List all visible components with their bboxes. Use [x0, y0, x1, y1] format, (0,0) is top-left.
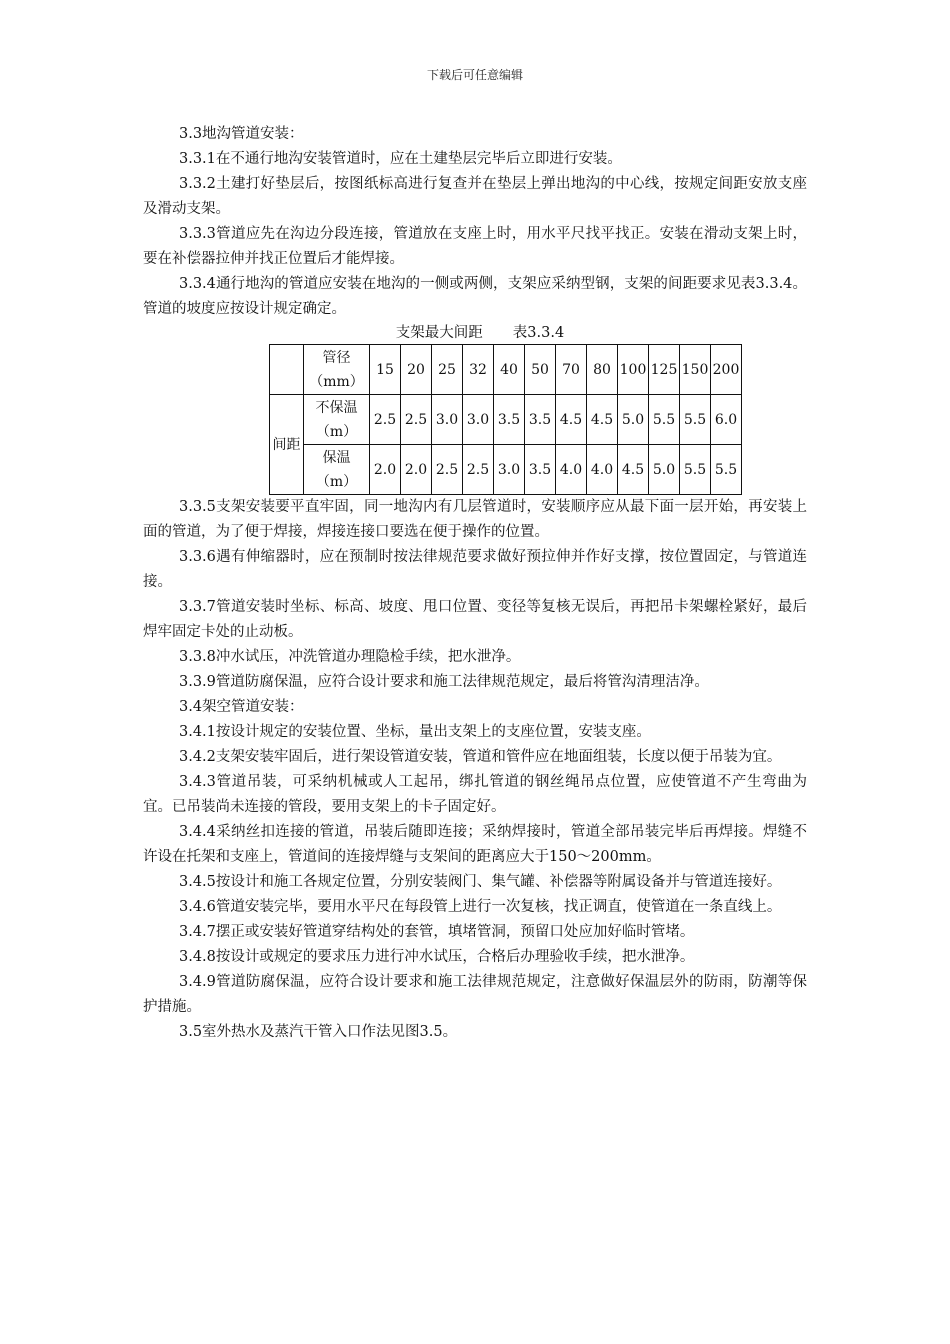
uninsulated-value-cell: 2.5 [370, 395, 401, 445]
paragraph-3-4-9: 3.4.9管道防腐保温，应符合设计要求和施工法律规范规定，注意做好保温层外的防雨，防潮等保护措施。 [143, 974, 807, 1015]
table-caption [143, 322, 807, 344]
diameter-label: 管径 [322, 349, 351, 366]
diameter-cell: 15 [370, 345, 401, 395]
uninsulated-value-cell: 3.0 [432, 395, 463, 445]
table-row-insulated [270, 445, 742, 495]
table-row-uninsulated [270, 395, 742, 445]
uninsulated-value-cell: 5.5 [680, 395, 711, 445]
insulated-label: 保温 [322, 449, 351, 466]
diameter-cell: 25 [432, 345, 463, 395]
insulated-value-cell: 5.5 [680, 445, 711, 495]
insulated-value-cell: 4.0 [556, 445, 587, 495]
paragraph-3-4-3: 3.4.3管道吊装，可采纳机械或人工起吊，绑扎管道的钢丝绳吊点位置，应使管道不产生弯曲为宜。已吊装尚未连接的管段，要用支架上的卡子固定好。 [143, 774, 807, 815]
document-body [143, 122, 807, 1045]
paragraph-3-3-4: 3.3.4通行地沟的管道应安装在地沟的一侧或两侧，支架应采纳型钢，支架的间距要求见表3.3.4。管道的坡度应按设计规定确定。 [143, 276, 807, 317]
diameter-cell: 20 [401, 345, 432, 395]
uninsulated-value-cell: 4.5 [587, 395, 618, 445]
blank-corner-cell [270, 345, 304, 395]
insulated-label-cell [304, 445, 370, 495]
uninsulated-unit: （m） [315, 423, 358, 440]
diameter-cell: 32 [463, 345, 494, 395]
insulated-value-cell: 4.5 [618, 445, 649, 495]
diameter-cell: 80 [587, 345, 618, 395]
diameter-cell: 40 [494, 345, 525, 395]
insulated-value-cell: 3.0 [494, 445, 525, 495]
paragraph-3-3-7: 3.3.7管道安装时坐标、标高、坡度、甩口位置、变径等复核无误后，再把吊卡架螺栓紧好，最后焊牢固定卡处的止动板。 [143, 599, 807, 640]
paragraph-3-4-8: 3.4.8按设计或规定的要求压力进行冲水试压，合格后办理验收手续，把水泄净。 [179, 949, 695, 965]
paragraph-3-3-5: 3.3.5支架安装要平直牢固，同一地沟内有几层管道时，安装顺序应从最下面一层开始，再安装上面的管道，为了便于焊接，焊接连接口要选在便于操作的位置。 [143, 499, 807, 540]
diameter-cell: 200 [711, 345, 742, 395]
section-heading-3-4: 3.4架空管道安装： [179, 699, 304, 715]
uninsulated-label-cell [304, 395, 370, 445]
paragraph-3-3-1: 3.3.1在不通行地沟安装管道时，应在土建垫层完毕后立即进行安装。 [179, 151, 622, 167]
paragraph-3-4-6: 3.4.6管道安装完毕，要用水平尺在每段管上进行一次复核，找正调直，使管道在一条直线上。 [179, 899, 782, 915]
insulated-value-cell: 2.5 [463, 445, 494, 495]
insulated-value-cell: 2.5 [432, 445, 463, 495]
paragraph-3-3-3: 3.3.3管道应先在沟边分段连接，管道放在支座上时，用水平尺找平找正。安装在滑动支架上时，要在补偿器拉伸并找正位置后才能焊接。 [143, 226, 807, 267]
uninsulated-value-cell: 3.5 [494, 395, 525, 445]
uninsulated-value-cell: 6.0 [711, 395, 742, 445]
page-header: 下载后可任意编辑 [426, 68, 523, 82]
support-spacing-table [269, 344, 742, 495]
insulated-value-cell: 2.0 [370, 445, 401, 495]
insulated-value-cell: 5.5 [711, 445, 742, 495]
paragraph-3-4-4: 3.4.4采纳丝扣连接的管道，吊装后随即连接；采纳焊接时，管道全部吊装完毕后再焊接。焊缝不许设在托架和支座上，管道间的连接焊缝与支架间的距离应大于150～200mm。 [143, 824, 807, 865]
table-caption-title: 支架最大间距 [395, 325, 483, 341]
paragraph-3-4-1: 3.4.1按设计规定的安装位置、坐标，量出支架上的支座位置，安装支座。 [179, 724, 651, 740]
paragraph-3-3-9: 3.3.9管道防腐保温，应符合设计要求和施工法律规范规定，最后将管沟清理洁净。 [179, 674, 709, 690]
paragraph-3-4-5: 3.4.5按设计和施工各规定位置，分别安装阀门、集气罐、补偿器等附属设备并与管道连接好。 [179, 874, 782, 890]
uninsulated-value-cell: 3.5 [525, 395, 556, 445]
insulated-value-cell: 2.0 [401, 445, 432, 495]
diameter-label-cell [304, 345, 370, 395]
paragraph-3-4-7: 3.4.7摆正或安装好管道穿结构处的套管，填堵管洞，预留口处应加好临时管堵。 [179, 924, 695, 940]
insulated-value-cell: 4.0 [587, 445, 618, 495]
table-caption-number: 表3.3.4 [512, 325, 565, 341]
uninsulated-value-cell: 5.0 [618, 395, 649, 445]
row-group-label-cell: 间距 [270, 395, 304, 495]
insulated-unit: （m） [315, 473, 358, 490]
insulated-value-cell: 3.5 [525, 445, 556, 495]
diameter-cell: 50 [525, 345, 556, 395]
section-heading-3-3: 3.3地沟管道安装： [179, 126, 304, 142]
uninsulated-value-cell: 4.5 [556, 395, 587, 445]
diameter-cell: 70 [556, 345, 587, 395]
diameter-unit: （mm） [309, 373, 364, 390]
uninsulated-value-cell: 2.5 [401, 395, 432, 445]
paragraph-3-3-6: 3.3.6遇有伸缩器时，应在预制时按法律规范要求做好预拉伸并作好支撑，按位置固定，与管道连接。 [143, 549, 807, 590]
table-row-diameter [270, 345, 742, 395]
uninsulated-label: 不保温 [315, 399, 358, 416]
diameter-cell: 125 [649, 345, 680, 395]
uninsulated-value-cell: 3.0 [463, 395, 494, 445]
diameter-cell: 100 [618, 345, 649, 395]
diameter-cell: 150 [680, 345, 711, 395]
paragraph-3-4-2: 3.4.2支架安装牢固后，进行架设管道安装，管道和管件应在地面组装，长度以便于吊装为宜。 [179, 749, 782, 765]
paragraph-3-3-2: 3.3.2土建打好垫层后，按图纸标高进行复查并在垫层上弹出地沟的中心线，按规定间距安放支座及滑动支架。 [143, 176, 807, 217]
paragraph-3-3-8: 3.3.8冲水试压，冲洗管道办理隐检手续，把水泄净。 [179, 649, 521, 665]
insulated-value-cell: 5.0 [649, 445, 680, 495]
paragraph-3-5: 3.5室外热水及蒸汽干管入口作法见图3.5。 [179, 1024, 458, 1040]
uninsulated-value-cell: 5.5 [649, 395, 680, 445]
